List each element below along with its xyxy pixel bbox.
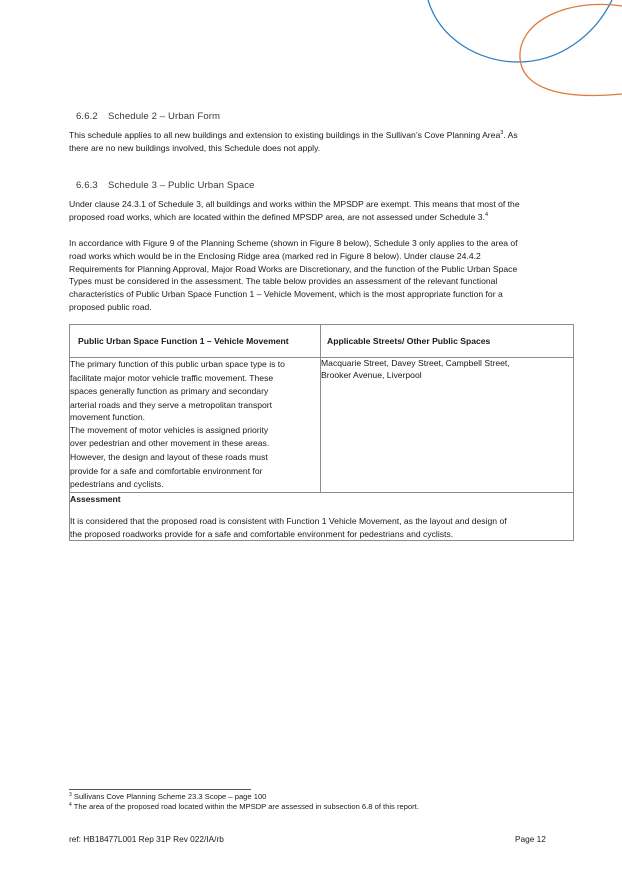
paragraph-line: proposed road works, which are located within the defined MPSDP area, are not assessed under Schedule 3.$^4$ bbox=[69, 211, 488, 222]
cell-line: movement function. bbox=[70, 412, 145, 423]
paragraph-line: road works which would be in the Enclosing Ridge area (marked red in Figure 8 below). Under clause 24.4.2 bbox=[69, 250, 481, 261]
cell-line: However, the design and layout of these roads must bbox=[70, 452, 268, 463]
footnote-mark: 3 bbox=[69, 792, 72, 798]
page-number: Page 12 bbox=[515, 834, 546, 844]
section-663-paragraph-1 bbox=[69, 198, 569, 224]
assessment-line: It is considered that the proposed road is consistent with Function 1 Vehicle Movement, as the layout and design of bbox=[70, 515, 507, 526]
section-title: Schedule 3 – Public Urban Space bbox=[108, 180, 255, 191]
assessment-row bbox=[70, 492, 574, 541]
cell-line: The primary function of this public urban space type is to bbox=[70, 359, 285, 369]
orange-arc bbox=[520, 4, 622, 95]
assessment-title: Assessment bbox=[70, 493, 121, 504]
cell-line: provide for a safe and comfortable environment for bbox=[70, 465, 263, 476]
footnote-4 bbox=[69, 802, 419, 811]
paragraph-line: Requirements for Planning Approval, Major Road Works are Discretionary, and the function of the Public Urban Space bbox=[69, 263, 518, 274]
section-663-paragraph-2 bbox=[69, 237, 569, 314]
footnote-ref: 3 bbox=[500, 130, 504, 136]
section-number: 6.6.3 bbox=[76, 180, 98, 191]
function-description-cell bbox=[70, 358, 321, 493]
section-title: Schedule 2 – Urban Form bbox=[108, 111, 221, 122]
footnote-3 bbox=[69, 792, 266, 801]
paragraph-line: characteristics of Public Urban Space Function 1 – Vehicle Movement, which is the most appropriate function for a bbox=[69, 289, 503, 300]
cell-line: The movement of motor vehicles is assigned priority bbox=[70, 424, 269, 435]
table-row bbox=[70, 358, 574, 493]
footnote-text: Sullivans Cove Planning Scheme 23.3 Scope – page 100 bbox=[71, 792, 267, 801]
footnote-text: The area of the proposed road located within the MPSDP are assessed in subsection 6.8 of this report. bbox=[71, 802, 419, 811]
section-heading-662 bbox=[76, 111, 220, 122]
paragraph-line: In accordance with Figure 9 of the Planning Scheme (shown in Figure 8 below), Schedule 3 only applies to the area of bbox=[69, 238, 518, 248]
assessment-line: the proposed roadworks provide for a safe and comfortable environment for pedestrians and cyclists. bbox=[70, 528, 454, 539]
paragraph-line: Under clause 24.3.1 of Schedule 3, all buildings and works within the MPSDP are exempt. This means that most of the bbox=[69, 199, 520, 209]
applicable-streets-cell bbox=[321, 358, 574, 493]
footer-reference: ref: HB18477L001 Rep 31P Rev 022/IA/rb bbox=[69, 834, 224, 844]
section-662-paragraph bbox=[69, 129, 569, 155]
paragraph-line: Types must be considered in the assessment. The table below provides an assessment of the relevant functional bbox=[69, 276, 498, 287]
footnote-divider bbox=[69, 789, 251, 790]
section-heading-663 bbox=[76, 180, 255, 191]
cell-line: facilitate major motor vehicle traffic movement. These bbox=[70, 372, 274, 383]
cell-line: pedestrians and cyclists. bbox=[70, 479, 164, 490]
table-header-function: Public Urban Space Function 1 – Vehicle Movement bbox=[70, 325, 321, 358]
cell-line: spaces generally function as primary and secondary bbox=[70, 386, 269, 397]
assessment-cell bbox=[70, 492, 574, 541]
cell-line: Macquarie Street, Davey Street, Campbell Street, bbox=[321, 358, 510, 368]
table-header-row bbox=[70, 325, 574, 358]
paragraph-line: This schedule applies to all new buildings and extension to existing buildings in the Sullivan’s Cove Planning Area$^3$. As bbox=[69, 130, 518, 140]
cell-line: arterial roads and they serve a metropolitan transport bbox=[70, 399, 273, 410]
cell-line: Brooker Avenue, Liverpool bbox=[321, 369, 422, 380]
function-table bbox=[69, 324, 574, 541]
table-header-streets: Applicable Streets/ Other Public Spaces bbox=[321, 325, 574, 358]
paragraph-line: proposed public road. bbox=[69, 301, 152, 312]
cell-line: over pedestrian and other movement in these areas. bbox=[70, 438, 270, 449]
paragraph-line: there are no new buildings involved, this Schedule does not apply. bbox=[69, 142, 321, 153]
section-number: 6.6.2 bbox=[76, 111, 98, 122]
footnote-mark: 4 bbox=[69, 802, 72, 808]
footnote-ref: 4 bbox=[484, 211, 488, 218]
decorative-arcs bbox=[400, 0, 622, 110]
assessment-text bbox=[70, 515, 573, 541]
